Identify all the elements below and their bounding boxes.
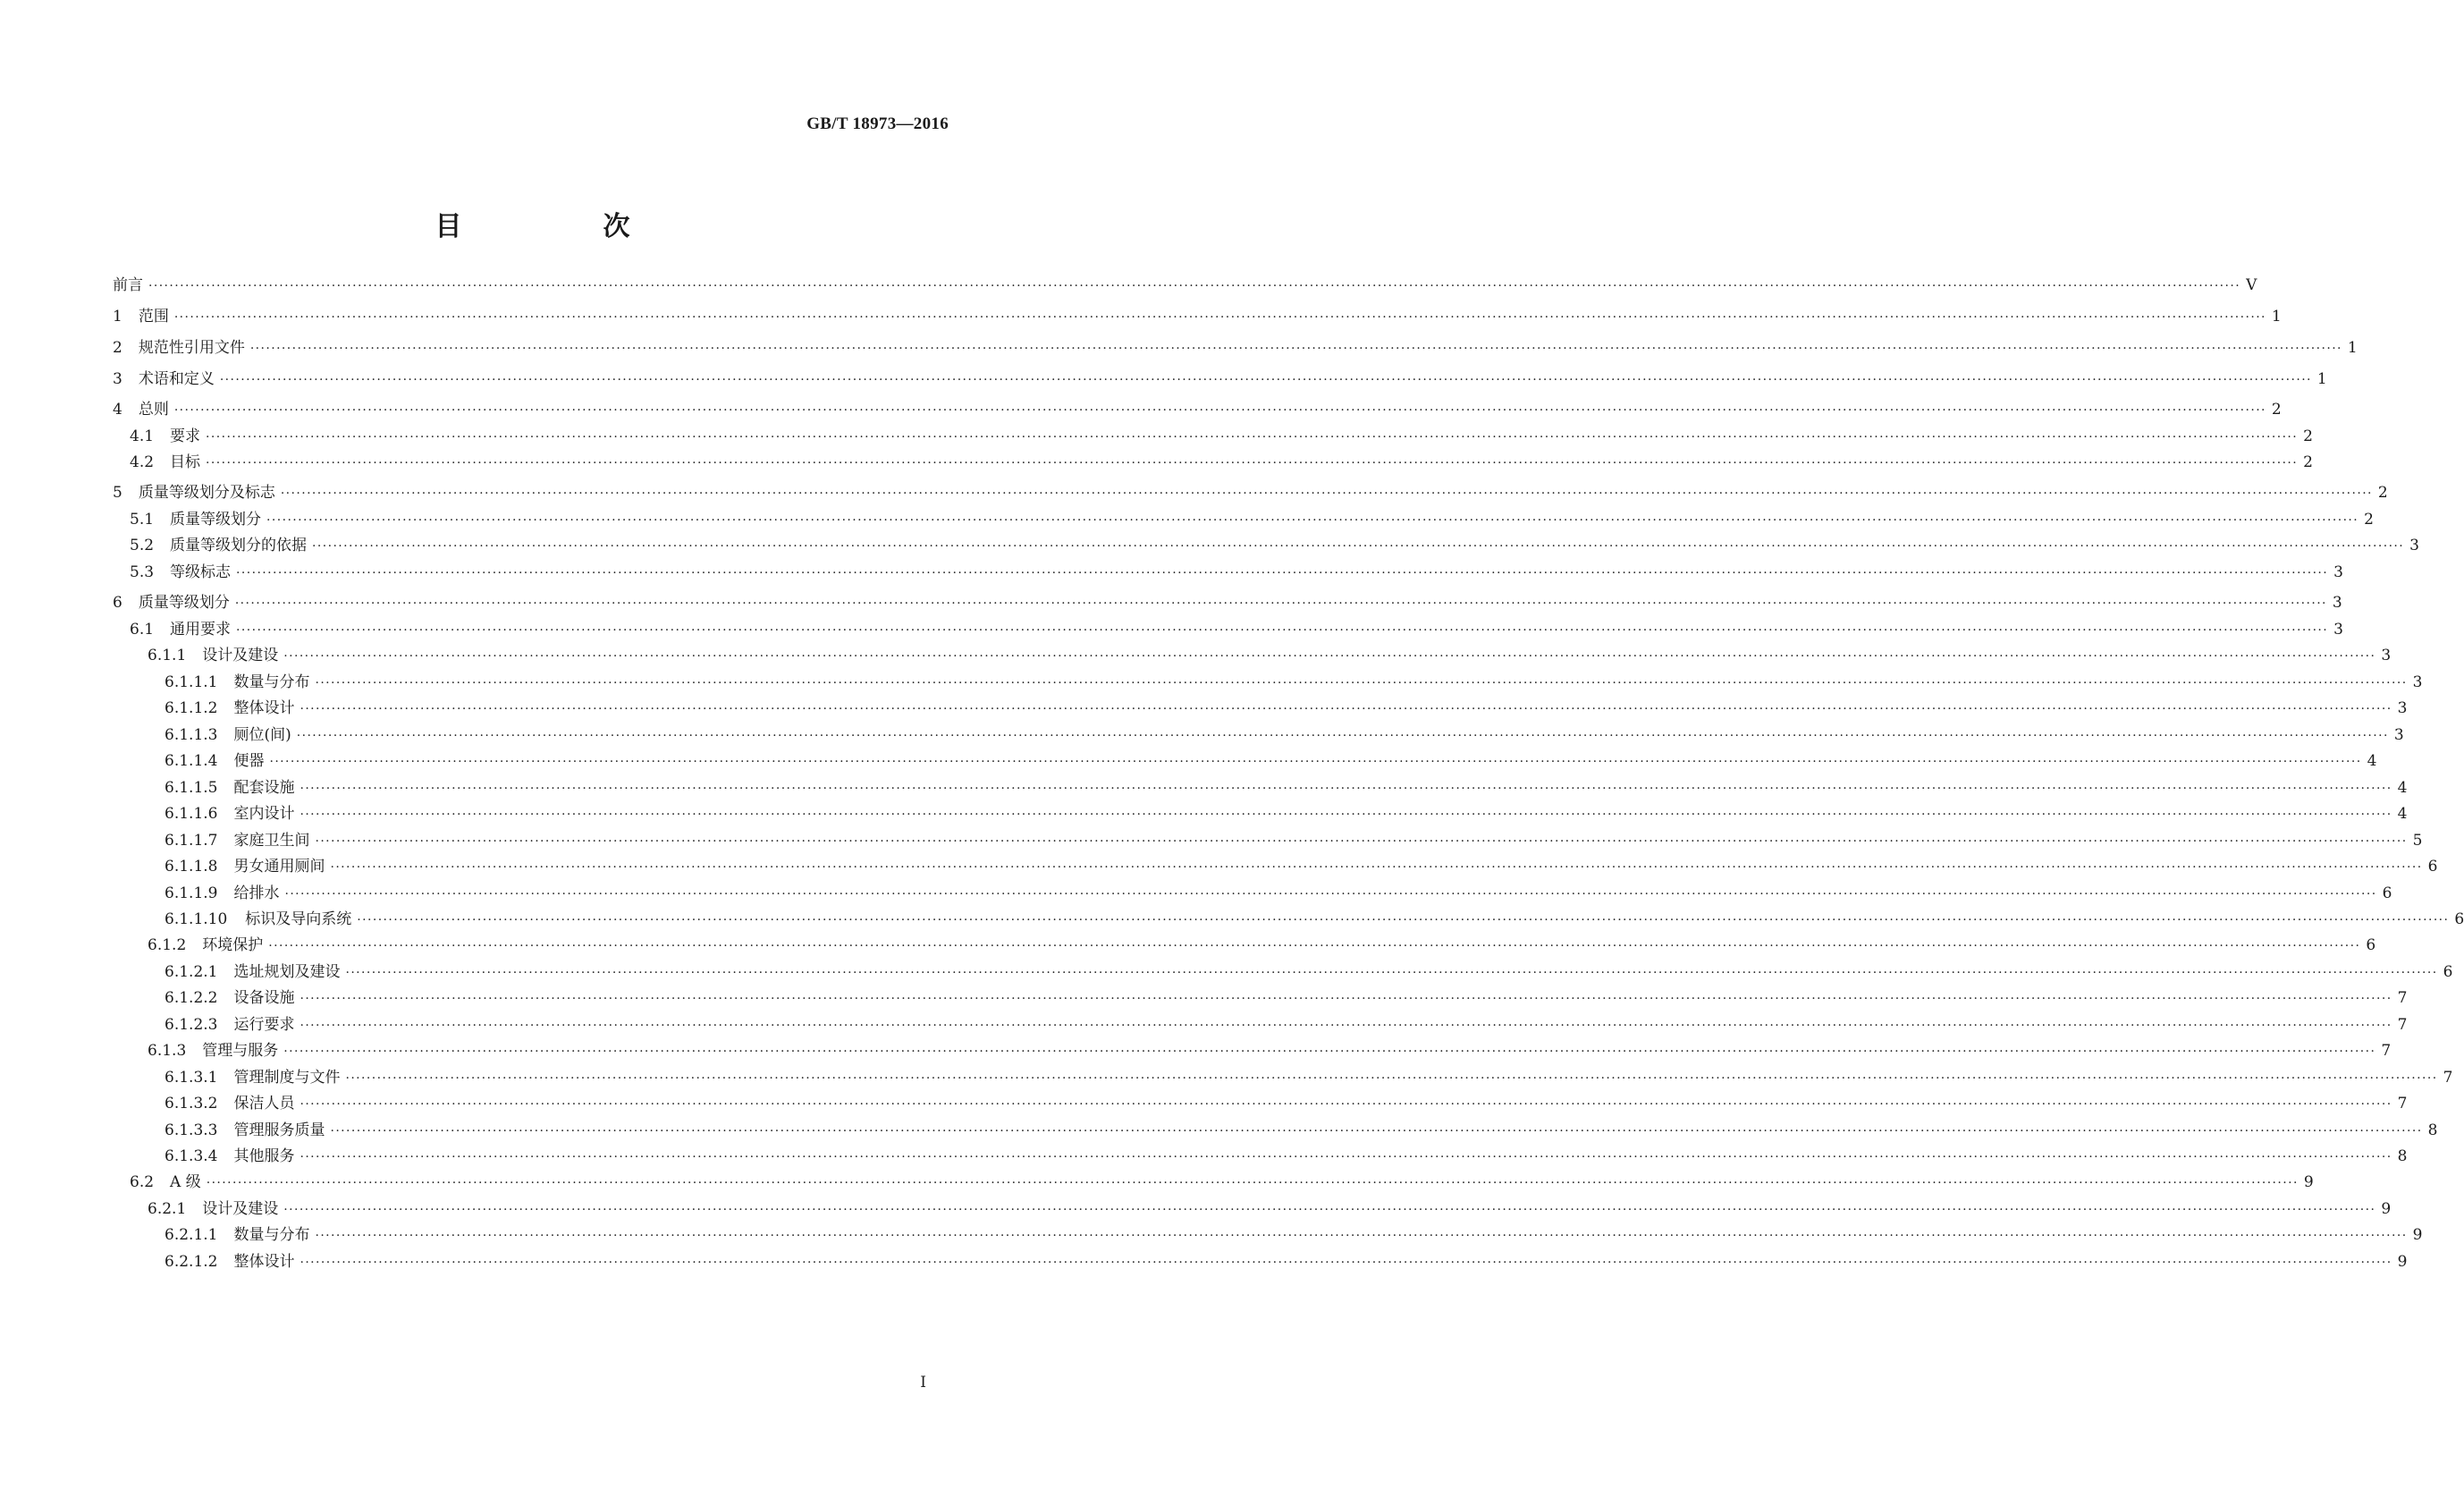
toc-number: 6.1.1 <box>148 647 187 664</box>
toc-leader-dots: ················································································································································································································································································································································································································ <box>206 430 2299 444</box>
toc-number: 6.1.3.2 <box>165 1095 218 1113</box>
toc-leader-dots: ················································································································································································································································································································································································································ <box>315 1229 2408 1243</box>
toc-label: 等级标志 <box>170 563 232 581</box>
toc-label: 质量等级划分 <box>170 511 262 529</box>
toc-number: 4 <box>113 401 122 419</box>
toc-row[interactable] <box>0 273 2257 298</box>
toc-page-number: 6 <box>2427 858 2438 876</box>
toc-leader-dots: ················································································································································································································································································································································································································ <box>219 373 2312 387</box>
toc-leader-dots: ················································································································································································································································································································································································································ <box>206 456 2299 470</box>
toc-label: 配套设施 <box>233 779 295 797</box>
toc-leader-dots: ················································································································································································································································································································································································································ <box>284 887 2377 901</box>
toc-label: 家庭卫生间 <box>233 832 310 850</box>
toc-leader-dots: ················································································································································································································································································································································································································ <box>330 1124 2423 1138</box>
toc-entry <box>148 643 2392 668</box>
toc-entry <box>148 1038 2392 1063</box>
toc-entry <box>165 1118 2438 1143</box>
toc-number: 6.1.1.2 <box>165 699 218 717</box>
toc-page-number: 6 <box>2366 936 2376 954</box>
toc-entry <box>165 696 2408 721</box>
toc-label: 便器 <box>233 752 265 770</box>
toc-entry <box>165 775 2408 800</box>
toc-leader-dots: ················································································································································································································································································································································································································ <box>206 1176 2299 1190</box>
toc-number: 6.1.2.3 <box>165 1016 218 1034</box>
toc-page-number: 3 <box>2409 537 2419 554</box>
toc-row[interactable] <box>0 507 2374 532</box>
toc-label: 室内设计 <box>233 805 295 823</box>
toc-number: 6.1.1.10 <box>165 910 228 928</box>
toc-number: 6.1.1.4 <box>165 752 218 770</box>
toc-leader-dots: ················································································································································································································································································································································································································ <box>300 808 2392 822</box>
toc-entry <box>165 907 2464 932</box>
toc-label: 设计及建设 <box>202 647 279 664</box>
toc-label: 质量等级划分 <box>138 594 230 612</box>
toc-leader-dots: ················································································································································································································································································································································································································ <box>234 596 2327 611</box>
toc-label: 要求 <box>170 427 201 445</box>
toc-row[interactable] <box>0 723 2404 748</box>
toc-entry <box>113 590 2342 615</box>
toc-page-number: 3 <box>2332 594 2342 612</box>
toc-row[interactable] <box>0 1249 2408 1274</box>
toc-row[interactable] <box>0 749 2377 774</box>
toc-entry <box>165 723 2404 748</box>
toc-leader-dots: ················································································································································································································································································································································································································ <box>330 860 2423 875</box>
toc-number: 6.2.1 <box>148 1200 187 1218</box>
toc-entry <box>113 335 2358 360</box>
toc-leader-dots: ················································································································································································································································································································································································································ <box>269 755 2362 769</box>
toc-page-number: 5 <box>2412 832 2423 850</box>
toc-page-number: 3 <box>2412 673 2423 691</box>
toc-row[interactable] <box>0 775 2408 800</box>
toc-row[interactable] <box>0 1144 2408 1169</box>
toc-leader-dots: ················································································································································································································································································································································································································ <box>173 403 2266 418</box>
toc-leader-dots: ················································································································································································································································································································································································································ <box>249 342 2342 356</box>
toc-number: 6.2 <box>130 1173 155 1191</box>
toc-leader-dots: ················································································································································································································································································································································································································ <box>345 1071 2438 1086</box>
toc-row[interactable] <box>0 1065 2453 1090</box>
toc-entry <box>130 533 2419 558</box>
toc-label: 通用要求 <box>170 621 232 639</box>
toc-leader-dots: ················································································································································································································································································································································································································ <box>315 676 2408 690</box>
toc-page-number: V <box>2246 276 2257 294</box>
toc-leader-dots: ················································································································································································································································································································································································································ <box>296 729 2389 743</box>
toc-label: 总则 <box>138 401 169 419</box>
toc-label: 标识及导向系统 <box>245 910 352 928</box>
toc-entry <box>165 828 2423 853</box>
toc-entry <box>165 854 2438 879</box>
toc-number: 6.1.1.1 <box>165 673 218 691</box>
toc-entry <box>130 507 2374 532</box>
toc-entry <box>130 560 2343 585</box>
toc-leader-dots: ················································································································································································································································································································································································································ <box>148 279 2241 293</box>
toc-page-number: 7 <box>2397 1016 2408 1034</box>
toc-row[interactable] <box>0 1091 2408 1116</box>
toc-leader-dots: ················································································································································································································································································································································································································ <box>173 310 2266 325</box>
toc-page-number: 7 <box>2397 1095 2408 1113</box>
toc-page-number: 1 <box>2347 339 2358 357</box>
toc-row[interactable] <box>0 424 2313 449</box>
toc-label: 保洁人员 <box>233 1095 295 1113</box>
toc-entry <box>113 273 2257 298</box>
toc-number: 6.1.3.4 <box>165 1147 218 1165</box>
footer-page-number: I <box>920 1374 926 1392</box>
toc-page-number: 9 <box>2397 1253 2408 1271</box>
toc-row[interactable] <box>0 590 2342 615</box>
toc-leader-dots: ················································································································································································································································································································································································································ <box>312 539 2405 554</box>
toc-page-number: 1 <box>2271 308 2282 326</box>
page-title: 目 次 <box>435 211 688 242</box>
toc-entry <box>113 367 2327 392</box>
toc-label: 管理制度与文件 <box>233 1069 341 1087</box>
toc-number: 6.1.3 <box>148 1042 187 1060</box>
toc-row[interactable] <box>0 1038 2392 1063</box>
toc-number: 6 <box>113 594 122 612</box>
toc-entry <box>130 450 2313 475</box>
toc-row[interactable] <box>0 986 2408 1011</box>
toc-row[interactable] <box>0 854 2438 879</box>
toc-page-number: 2 <box>2271 401 2282 419</box>
toc-leader-dots: ················································································································································································································································································································································································································ <box>266 513 2359 528</box>
toc-page-number: 2 <box>2303 427 2313 445</box>
toc-leader-dots: ················································································································································································································································································································································································································ <box>300 992 2392 1006</box>
toc-row[interactable] <box>0 1223 2423 1248</box>
toc-page-number: 2 <box>2303 453 2313 471</box>
toc-entry <box>130 424 2313 449</box>
toc-leader-dots: ················································································································································································································································································································································································································ <box>283 1203 2376 1217</box>
toc-entry <box>130 1170 2314 1195</box>
toc-label: 选址规划及建设 <box>233 963 341 981</box>
toc-number: 6.1.1.3 <box>165 726 218 744</box>
toc-page-number: 8 <box>2397 1147 2408 1165</box>
toc-label: 设计及建设 <box>202 1200 279 1218</box>
toc-leader-dots: ················································································································································································································································································································································································································ <box>315 834 2408 849</box>
toc-label: 厕位(间) <box>233 726 291 744</box>
toc-page-number: 3 <box>2381 647 2392 664</box>
toc-row[interactable] <box>0 533 2419 558</box>
toc-page-number: 1 <box>2316 370 2327 388</box>
toc-number: 6.1.1.8 <box>165 858 218 876</box>
toc-page-number: 2 <box>2364 511 2374 529</box>
toc-entry <box>148 933 2376 958</box>
toc-label: 质量等级划分的依据 <box>170 537 308 554</box>
toc-row[interactable] <box>0 801 2408 826</box>
toc-label: 目标 <box>170 453 201 471</box>
toc-number: 5 <box>113 484 122 502</box>
toc-leader-dots: ················································································································································································································································································································································································································ <box>300 702 2392 716</box>
toc-page-number: 6 <box>2443 963 2453 981</box>
toc-number: 6.1 <box>130 621 155 639</box>
toc-label: A 级 <box>170 1173 201 1191</box>
toc-label: 质量等级划分及标志 <box>138 484 275 502</box>
standard-code: GB/T 18973—2016 <box>806 114 949 133</box>
toc-leader-dots: ················································································································································································································································································································································································································ <box>300 782 2392 796</box>
toc-row[interactable] <box>0 304 2282 329</box>
toc-leader-dots: ················································································································································································································································································································································································································ <box>236 623 2329 638</box>
toc-row[interactable] <box>0 397 2282 422</box>
toc-entry <box>165 801 2408 826</box>
toc-row[interactable] <box>0 933 2376 958</box>
toc-row[interactable] <box>0 335 2358 360</box>
toc-number: 6.1.3.1 <box>165 1069 218 1087</box>
toc-page-number: 4 <box>2367 752 2377 770</box>
toc-row[interactable] <box>0 450 2313 475</box>
toc-row[interactable] <box>0 670 2423 695</box>
toc-leader-dots: ················································································································································································································································································································································································································ <box>300 1019 2392 1033</box>
toc-number: 4.2 <box>130 453 155 471</box>
toc-row[interactable] <box>0 828 2423 853</box>
toc-label: 设备设施 <box>233 989 295 1007</box>
toc-entry <box>165 960 2453 985</box>
toc-page-number: 9 <box>2412 1226 2423 1244</box>
toc-leader-dots: ················································································································································································································································································································································································································ <box>300 1256 2392 1270</box>
toc-row[interactable] <box>0 696 2408 721</box>
toc-label: 其他服务 <box>233 1147 295 1165</box>
toc-entry <box>165 986 2408 1011</box>
toc-label: 规范性引用文件 <box>138 339 245 357</box>
toc-row[interactable] <box>0 960 2453 985</box>
toc-number: 6.2.1.1 <box>165 1226 218 1244</box>
toc-page-number: 7 <box>2443 1069 2453 1087</box>
toc-label: 环境保护 <box>202 936 264 954</box>
toc-label: 给排水 <box>233 884 280 902</box>
toc-entry <box>165 1012 2408 1037</box>
toc-page-number: 3 <box>2333 621 2343 639</box>
toc-label: 前言 <box>113 276 143 294</box>
toc-number: 4.1 <box>130 427 155 445</box>
toc-leader-dots: ················································································································································································································································································································································································································ <box>357 913 2450 927</box>
toc-number: 3 <box>113 370 122 388</box>
toc-leader-dots: ················································································································································································································································································································································································································ <box>236 566 2329 580</box>
toc-page-number: 3 <box>2397 699 2408 717</box>
toc-page-number: 8 <box>2427 1121 2438 1139</box>
toc-entry <box>165 670 2423 695</box>
toc-page-number: 6 <box>2454 910 2464 928</box>
toc-page-number: 3 <box>2333 563 2343 581</box>
toc-number: 2 <box>113 339 122 357</box>
toc-label: 管理服务质量 <box>233 1121 325 1139</box>
toc-page-number: 9 <box>2303 1173 2314 1191</box>
toc-page-number: 2 <box>2377 484 2388 502</box>
toc-row[interactable] <box>0 367 2327 392</box>
toc-entry <box>165 1065 2453 1090</box>
toc-number: 6.1.1.9 <box>165 884 218 902</box>
toc-number: 6.1.2.1 <box>165 963 218 981</box>
toc-page-number: 7 <box>2381 1042 2392 1060</box>
toc-row[interactable] <box>0 1197 2392 1222</box>
toc-number: 5.1 <box>130 511 155 529</box>
toc-page-number: 7 <box>2397 989 2408 1007</box>
toc-label: 管理与服务 <box>202 1042 279 1060</box>
toc-page-number: 4 <box>2397 779 2408 797</box>
toc-entry <box>165 1144 2408 1169</box>
toc-number: 6.1.1.5 <box>165 779 218 797</box>
toc-row[interactable] <box>0 617 2343 642</box>
toc-row[interactable] <box>0 907 2464 932</box>
toc-entry <box>113 480 2388 505</box>
toc-leader-dots: ················································································································································································································································································································································································································ <box>300 1150 2392 1164</box>
toc-number: 6.1.2 <box>148 936 187 954</box>
toc-number: 5.2 <box>130 537 155 554</box>
toc-number: 6.1.2.2 <box>165 989 218 1007</box>
toc-label: 整体设计 <box>233 699 295 717</box>
toc-row[interactable] <box>0 881 2392 906</box>
toc-page-number: 6 <box>2382 884 2392 902</box>
toc-row[interactable] <box>0 1170 2314 1195</box>
toc-entry <box>165 1091 2408 1116</box>
toc-entry <box>165 749 2377 774</box>
toc-entry <box>148 1197 2392 1222</box>
toc-label: 数量与分布 <box>233 1226 310 1244</box>
toc-entry <box>113 397 2282 422</box>
toc-number: 6.2.1.2 <box>165 1253 218 1271</box>
toc-entry <box>165 1223 2423 1248</box>
toc-leader-dots: ················································································································································································································································································································································································································ <box>300 1097 2392 1112</box>
toc-page-number: 3 <box>2393 726 2404 744</box>
toc-leader-dots: ················································································································································································································································································································································································································ <box>280 486 2373 501</box>
toc-number: 6.1.3.3 <box>165 1121 218 1139</box>
toc-number: 6.1.1.7 <box>165 832 218 850</box>
toc-number: 5.3 <box>130 563 155 581</box>
toc-label: 整体设计 <box>233 1253 295 1271</box>
toc-label: 运行要求 <box>233 1016 295 1034</box>
toc-row[interactable] <box>0 560 2343 585</box>
toc-label: 数量与分布 <box>233 673 310 691</box>
toc-leader-dots: ················································································································································································································································································································································································································ <box>268 939 2361 953</box>
toc-page-number: 9 <box>2381 1200 2392 1218</box>
toc-leader-dots: ················································································································································································································································································································································································································ <box>283 1045 2376 1059</box>
toc-row[interactable] <box>0 1012 2408 1037</box>
toc-row[interactable] <box>0 480 2388 505</box>
toc-entry <box>113 304 2282 329</box>
toc-number: 6.1.1.6 <box>165 805 218 823</box>
toc-row[interactable] <box>0 643 2392 668</box>
toc-entry <box>130 617 2343 642</box>
toc-leader-dots: ················································································································································································································································································································································································································ <box>283 649 2376 664</box>
toc-entry <box>165 881 2392 906</box>
toc-label: 术语和定义 <box>138 370 215 388</box>
toc-leader-dots: ················································································································································································································································································································································································································ <box>345 966 2438 980</box>
toc-page-number: 4 <box>2397 805 2408 823</box>
toc-row[interactable] <box>0 1118 2438 1143</box>
toc-label: 范围 <box>138 308 169 326</box>
toc-label: 男女通用厕间 <box>233 858 325 876</box>
toc-number: 1 <box>113 308 122 326</box>
toc-entry <box>165 1249 2408 1274</box>
